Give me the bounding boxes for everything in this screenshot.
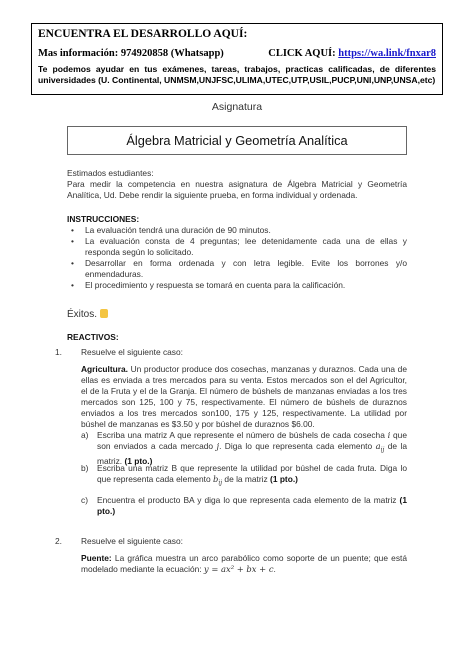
question-number: 2. bbox=[55, 536, 62, 546]
math-i: i bbox=[387, 430, 391, 440]
list-item: • La evaluación consta de 4 preguntas; lee detenidamente cada una de ellas y responda según lo solicitado. bbox=[71, 236, 407, 257]
q2-case bbox=[81, 553, 407, 575]
reactivos-heading: REACTIVOS: bbox=[67, 332, 119, 342]
list-item: • El procedimiento y respuesta se tomará en cuenta para la calificación. bbox=[71, 280, 346, 290]
instructions-list bbox=[67, 225, 407, 291]
q1-part-c bbox=[81, 495, 407, 517]
ad-banner bbox=[31, 23, 443, 95]
q2-case-text: La gráfica muestra un arco parabólico como soporte de un puente; que está modelado mediante la ecuación: bbox=[81, 553, 407, 574]
instruction-text: La evaluación tendrá una duración de 90 minutos. bbox=[85, 225, 271, 235]
banner-phone: Mas información: 974920858 (Whatsapp) bbox=[38, 48, 224, 59]
banner-contact-row bbox=[38, 47, 436, 60]
q1-case-text: Un productor produce dos cosechas, manzanas y duraznos. Cada una de ellas es enviada a tres mercados para su venta. Estos mercados son el del Agricultor, el de la Fruta y el de la Granja. El número de búshels de manzanas enviadas a los tres mercados son 125, 100 y 75, respectivamente. El número de búshels de duraznos enviados a los tres mercados son100, 175 y 125, respectivamente. La utilidad por búshel de manzanas es $3.50 y por búshel de duraznos $6.00. bbox=[81, 364, 407, 429]
part-text: Encuentra el producto BA y diga lo que representa cada elemento de la matriz bbox=[97, 495, 400, 505]
points: (1 pto.) bbox=[97, 495, 407, 516]
math-b: b bbox=[212, 474, 219, 484]
question-prompt: Resuelve el siguiente caso: bbox=[81, 347, 183, 357]
banner-title: ENCUENTRA EL DESARROLLO AQUÍ: bbox=[38, 28, 248, 40]
instruction-text: Desarrollar en forma ordenada y con letra legible. Evite los borrones y/o enmendaduras. bbox=[85, 258, 407, 279]
part-text: que son enviados a cada mercado bbox=[97, 430, 407, 451]
closing bbox=[67, 309, 108, 320]
intro-body: Para medir la competencia en nuestra asignatura de Álgebra Matricial y Geometría Analítica, Ud. Debe rendir la siguiente prueba, en forma individual y ordenada. bbox=[67, 179, 407, 200]
q1-part-b bbox=[81, 463, 407, 489]
q2-case-title: Puente: bbox=[81, 553, 112, 563]
greeting: Estimados estudiantes: bbox=[67, 168, 154, 178]
subject-title: Álgebra Matricial y Geometría Analítica bbox=[67, 126, 407, 155]
q1-case-title: Agricultura. bbox=[81, 364, 128, 374]
q2-case-end: . bbox=[273, 564, 276, 574]
banner-click-label: CLICK AQUÍ: bbox=[268, 48, 339, 59]
list-item: • La evaluación tendrá una duración de 90 minutos. bbox=[71, 225, 271, 235]
closing-text: Éxitos. bbox=[67, 309, 98, 320]
equation: y = ax² + bx + c bbox=[203, 564, 274, 574]
part-label: c) bbox=[81, 495, 88, 505]
instruction-text: El procedimiento y respuesta se tomará en cuenta para la calificación. bbox=[85, 280, 346, 290]
question-prompt: Resuelve el siguiente caso: bbox=[81, 536, 183, 546]
math-sub: ij bbox=[380, 446, 385, 454]
part-label: a) bbox=[81, 430, 89, 440]
banner-click bbox=[268, 47, 436, 60]
banner-help-text: Te podemos ayudar en tus exámenes, tareas, trabajos, practicas calificadas, de diferentes universidades (U. Continental, UNMSM,UNJFSC,ULIMA,UTEC,UTP,USIL,PUCP,UNI,UNP,UNSA,etc) bbox=[38, 64, 436, 85]
part-text: Escriba una matriz A que represente el número de búshels de cada cosecha bbox=[97, 430, 388, 440]
part-text: . Diga lo que representa cada elemento bbox=[219, 441, 376, 451]
question-number: 1. bbox=[55, 347, 62, 357]
math-j: j bbox=[216, 441, 220, 451]
math-sub: ij bbox=[218, 479, 223, 487]
instructions-heading: INSTRUCCIONES: bbox=[67, 214, 140, 224]
part-text: de la matriz bbox=[222, 474, 271, 484]
math-a: a bbox=[375, 441, 381, 451]
points: (1 pto.) bbox=[124, 455, 153, 466]
part-label: b) bbox=[81, 463, 89, 473]
banner-link[interactable]: https://wa.link/fnxar8 bbox=[338, 48, 436, 59]
q1-case bbox=[81, 364, 407, 430]
part-text: Escriba una matriz B que represente la utilidad por búshel de cada fruta. Diga lo que representa cada elemento bbox=[97, 463, 407, 484]
thumbs-up-icon bbox=[100, 309, 108, 318]
instruction-text: La evaluación consta de 4 preguntas; lee detenidamente cada una de ellas y responda según lo solicitado. bbox=[85, 236, 407, 257]
subject-label: Asignatura bbox=[211, 101, 263, 113]
list-item: • Desarrollar en forma ordenada y con letra legible. Evite los borrones y/o enmendaduras. bbox=[71, 258, 407, 279]
part-text: de la matriz. bbox=[97, 441, 407, 466]
q1-part-a bbox=[81, 430, 407, 467]
points: (1 pto.) bbox=[270, 474, 298, 484]
